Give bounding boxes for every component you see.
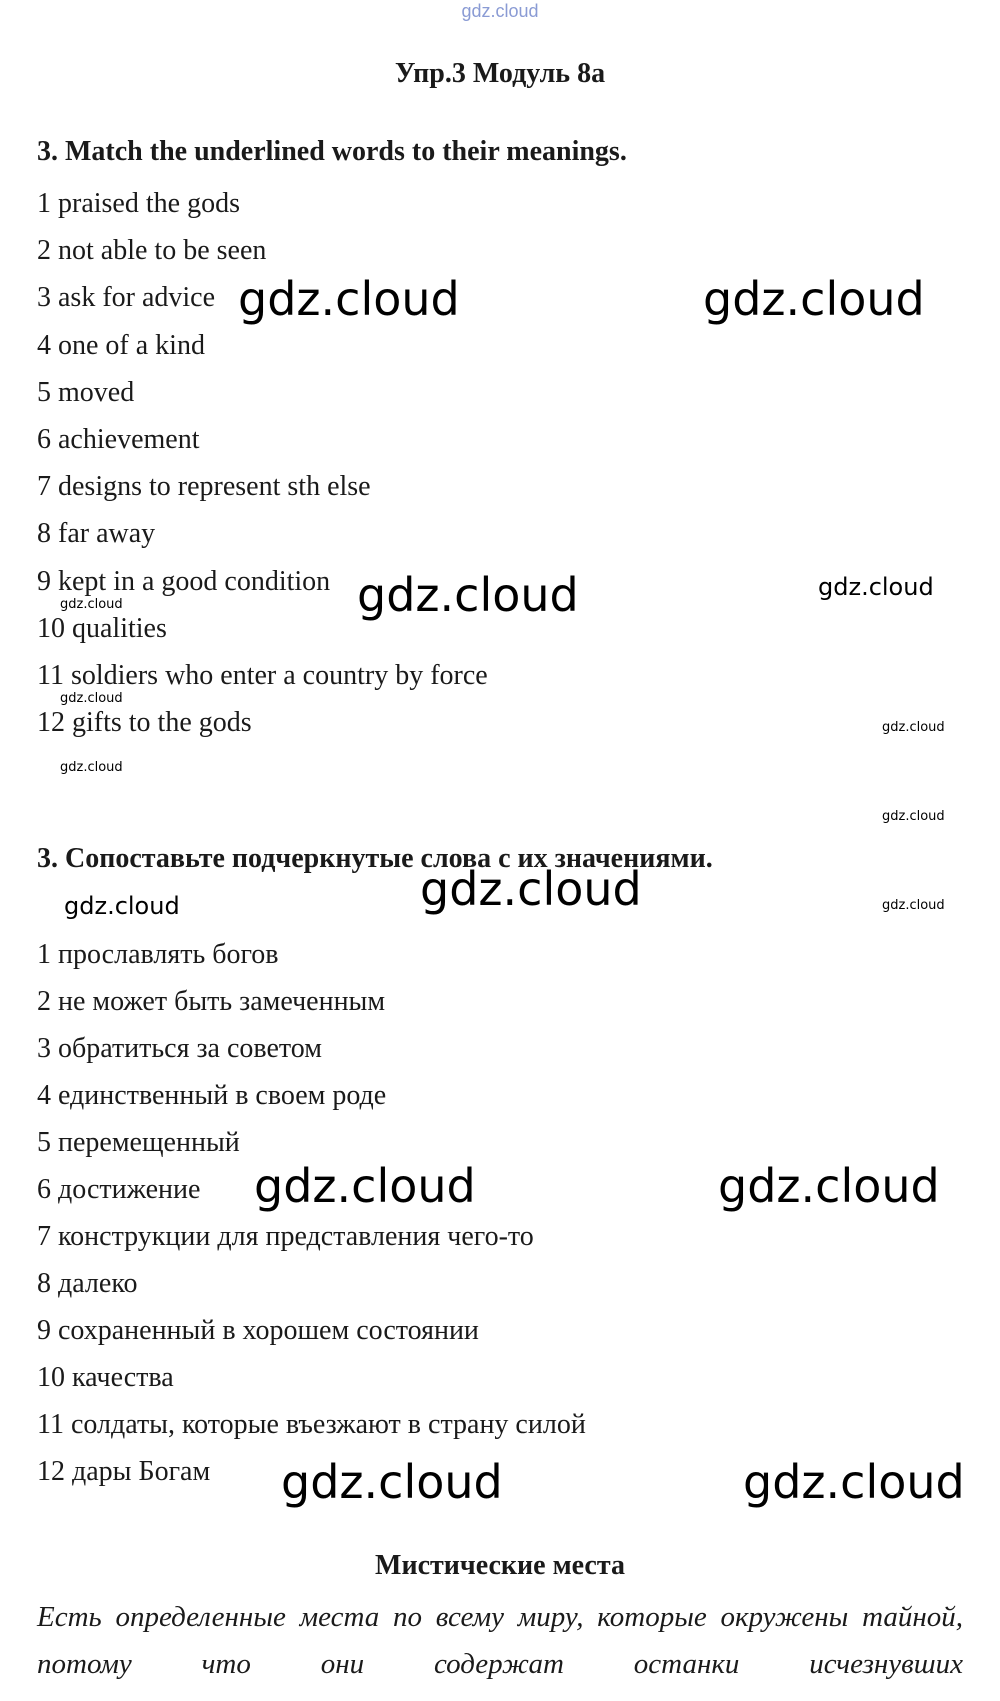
list-item: 1 прославлять богов [37, 939, 279, 970]
list-item: 5 moved [37, 376, 135, 408]
watermark: gdz.cloud [882, 720, 945, 735]
list-item: 9 сохраненный в хорошем состоянии [37, 1315, 479, 1346]
list-item: 11 солдаты, которые въезжают в страну силой [37, 1409, 586, 1440]
watermark: gdz.cloud [743, 1455, 965, 1509]
watermark: gdz.cloud [818, 573, 934, 601]
list-item: 12 gifts to the gods [37, 707, 252, 739]
list-item: 11 soldiers who enter a country by force [37, 659, 488, 691]
list-item: 7 конструкции для представления чего-то [37, 1221, 534, 1252]
watermark: gdz.cloud [718, 1159, 940, 1213]
watermark: gdz.cloud [60, 691, 123, 706]
list-item: 2 not able to be seen [37, 235, 267, 267]
watermark: gdz.cloud [254, 1159, 476, 1213]
list-item: 3 ask for advice [37, 282, 216, 314]
list-item: 5 перемещенный [37, 1127, 240, 1158]
watermark: gdz.cloud [64, 892, 180, 920]
paragraph: Есть определенные места по всему миру, которые окружены тайной, потому что они содержат останки исчезнувших [37, 1601, 963, 1680]
english-heading: 3. Match the underlined words to their meanings. [37, 136, 627, 167]
list-item: 8 far away [37, 518, 156, 550]
list-item: 2 не может быть замеченным [37, 986, 386, 1017]
watermark: gdz.cloud [281, 1455, 503, 1509]
list-item: 12 дары Богам [37, 1456, 211, 1487]
english-list [37, 180, 488, 746]
list-item: 4 one of a kind [37, 329, 205, 361]
list-item: 10 qualities [37, 612, 167, 644]
watermark: gdz.cloud [60, 760, 123, 775]
list-item: 1 praised the gods [37, 188, 240, 219]
russian-list [37, 931, 586, 1495]
watermark: gdz.cloud [238, 272, 460, 326]
list-item: 8 далеко [37, 1268, 138, 1299]
watermark: gdz.cloud [357, 568, 579, 622]
watermark: gdz.cloud [703, 272, 925, 326]
section-title: Мистические места [375, 1550, 625, 1581]
list-item: 3 обратиться за советом [37, 1033, 322, 1064]
watermark: gdz.cloud [60, 597, 123, 612]
watermark: gdz.cloud [882, 809, 945, 824]
list-item: 7 designs to represent sth else [37, 471, 371, 503]
top-watermark: gdz.cloud [461, 1, 539, 21]
watermark: gdz.cloud [882, 898, 945, 913]
list-item: 6 достижение [37, 1174, 201, 1205]
russian-heading: 3. Сопоставьте подчеркнутые слова с их значениями. [37, 843, 713, 874]
page-title: Упр.3 Модуль 8а [394, 58, 606, 89]
watermark: gdz.cloud [420, 862, 642, 916]
list-item: 10 качества [37, 1362, 174, 1393]
list-item: 4 единственный в своем роде [37, 1080, 387, 1111]
list-item: 9 kept in a good condition [37, 565, 331, 597]
list-item: 6 achievement [37, 423, 200, 455]
